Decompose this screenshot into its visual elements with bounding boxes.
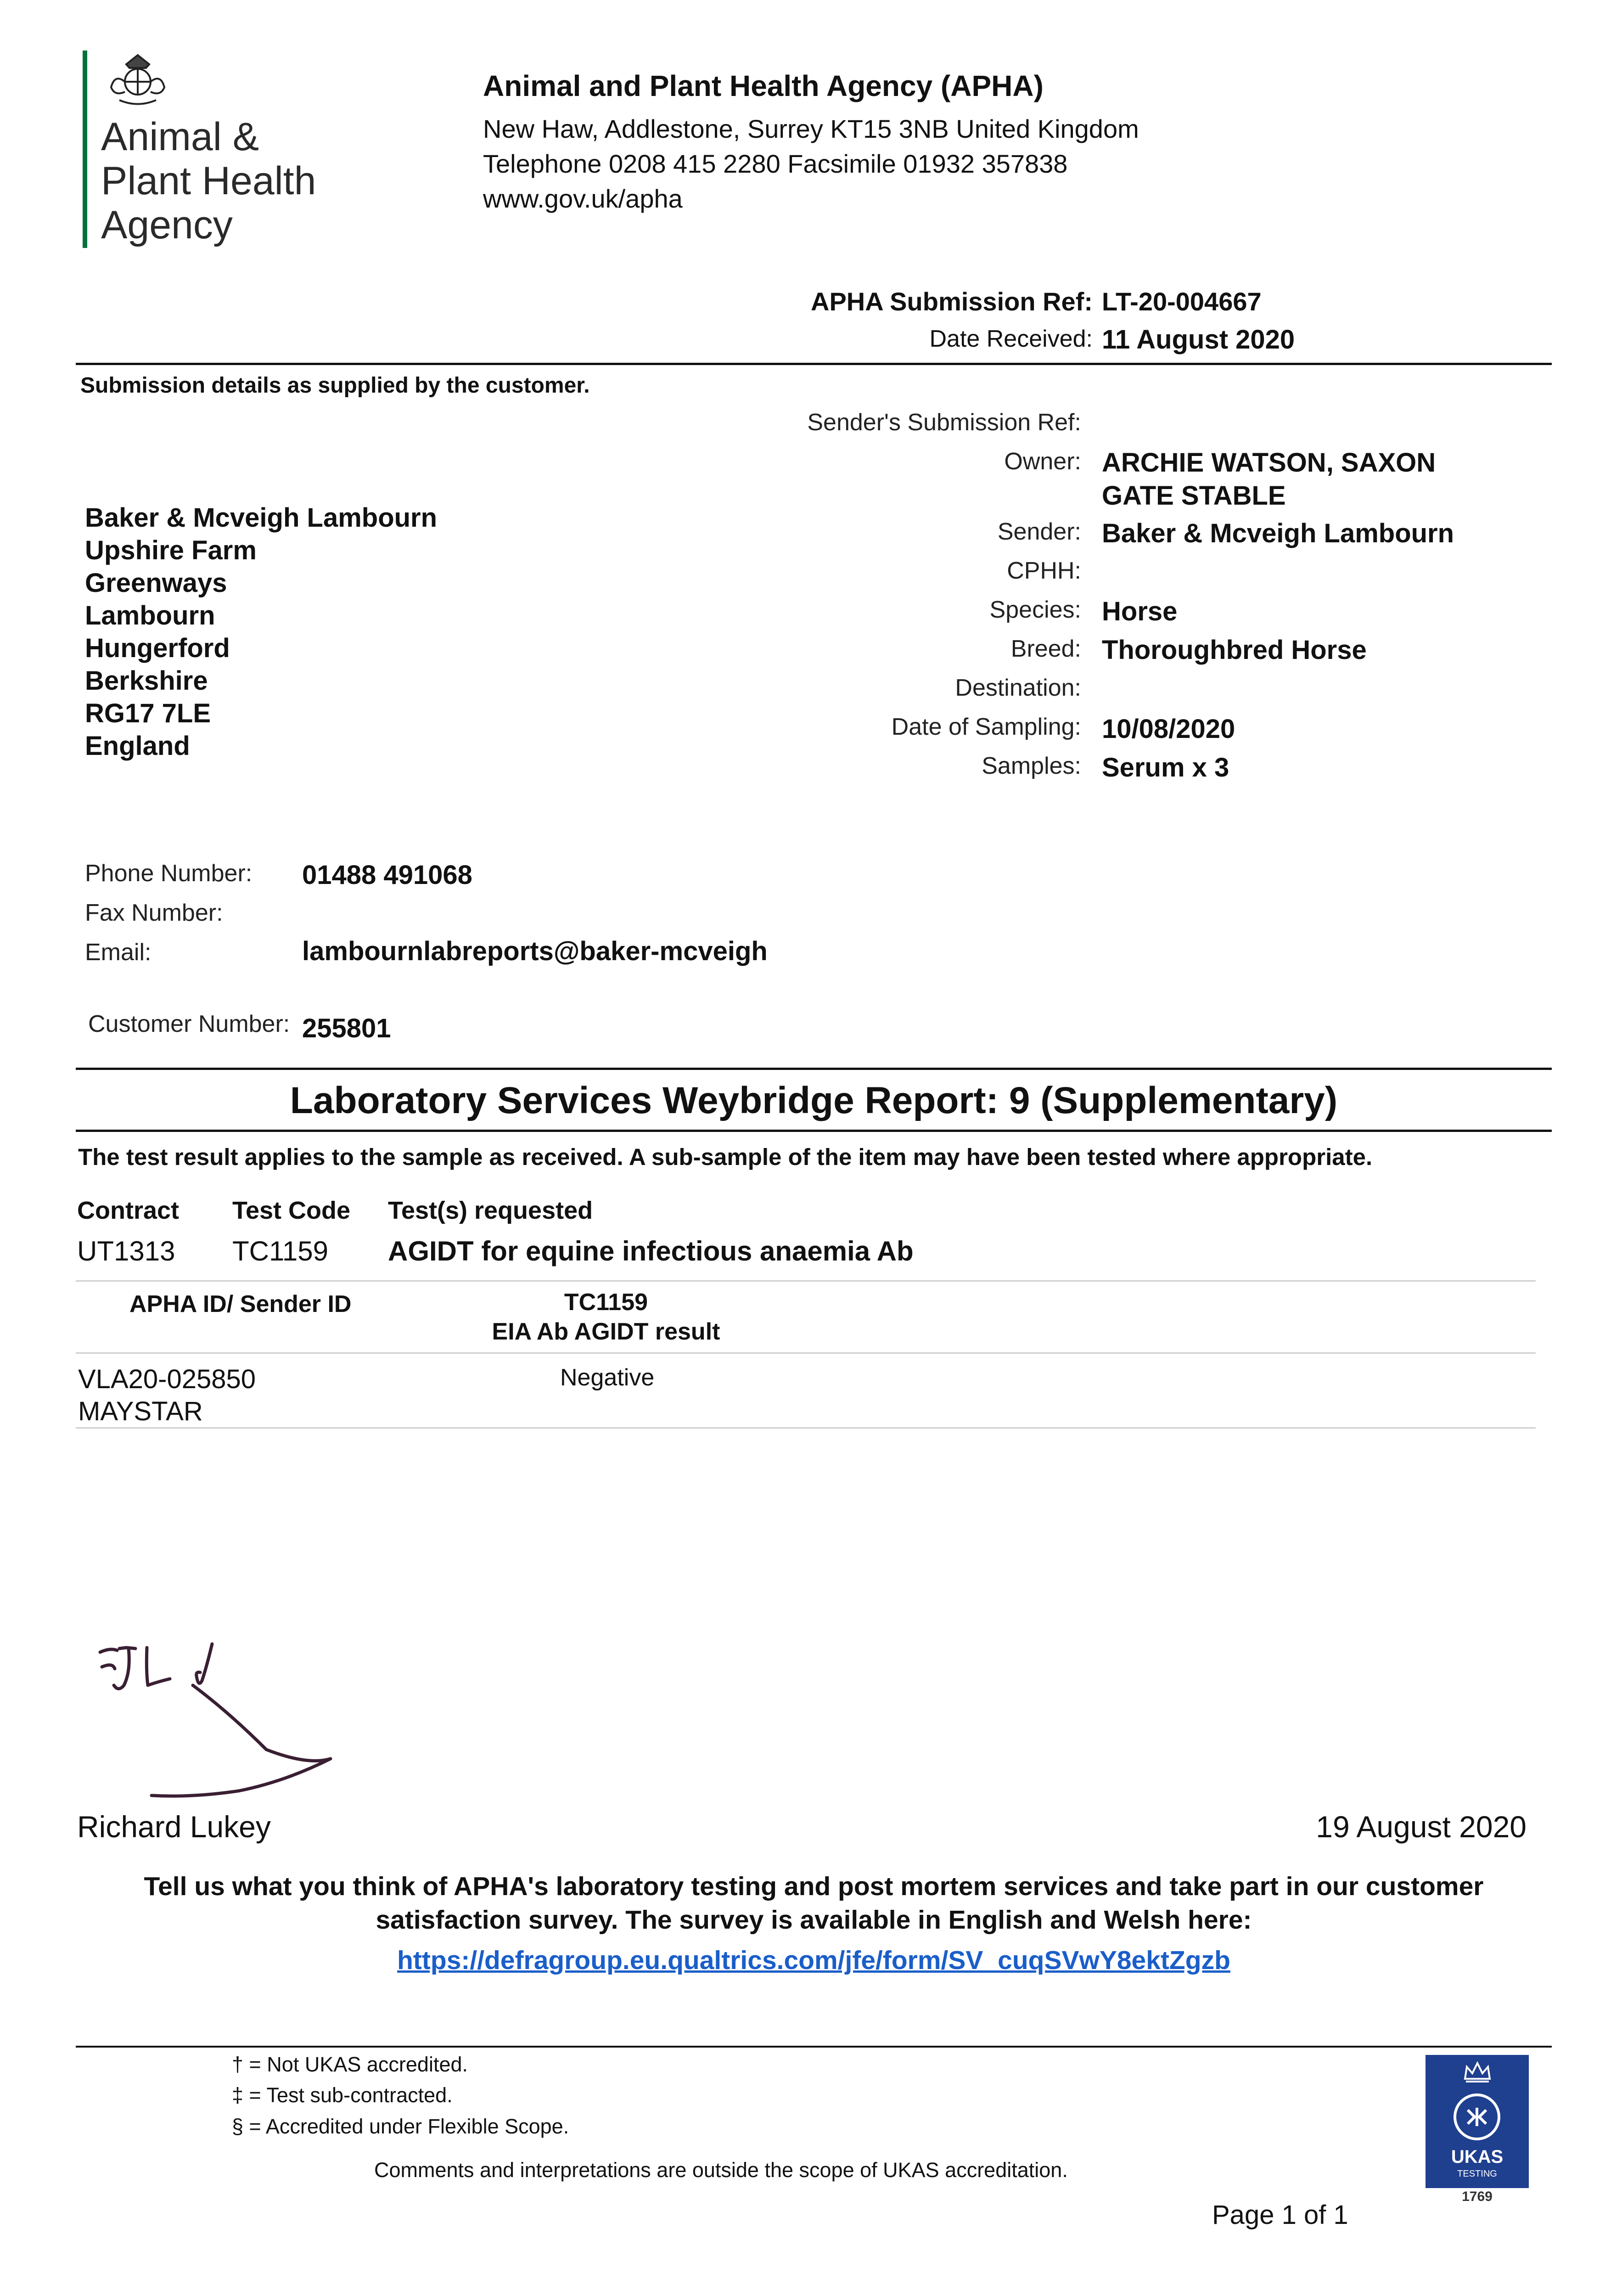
sender-label: Sender: bbox=[997, 518, 1081, 545]
divider bbox=[76, 1130, 1552, 1132]
email-label: Email: bbox=[85, 939, 152, 966]
signatory-name: Richard Lukey bbox=[77, 1810, 271, 1844]
test-code-value: TC1159 bbox=[232, 1236, 329, 1266]
apha-logo bbox=[78, 46, 335, 257]
owner-value-line-1: ARCHIE WATSON, SAXON bbox=[1102, 448, 1436, 478]
survey-line-2: satisfaction survey. The survey is available in English and Welsh here: bbox=[376, 1905, 1252, 1935]
logo-line-2: Plant Health bbox=[101, 159, 316, 203]
survey-line-1: Tell us what you think of APHA's laboratory testing and post mortem services and take part in our customer bbox=[144, 1872, 1484, 1901]
address-line: RG17 7LE bbox=[85, 698, 211, 728]
table-divider bbox=[76, 1280, 1536, 1282]
submission-ref-label: APHA Submission Ref: bbox=[811, 287, 1093, 316]
email-value: lambournlabreports@baker-mcveigh bbox=[302, 936, 768, 966]
date-received-value: 11 August 2020 bbox=[1102, 325, 1295, 355]
agency-telephone: Telephone 0208 415 2280 Facsimile 01932 357838 bbox=[483, 149, 1068, 178]
tests-requested-header: Test(s) requested bbox=[388, 1197, 593, 1224]
address-line: Berkshire bbox=[85, 666, 208, 696]
page-number: Page 1 of 1 bbox=[1212, 2200, 1348, 2230]
address-line: Greenways bbox=[85, 568, 227, 598]
species-value: Horse bbox=[1102, 597, 1178, 626]
table-divider bbox=[76, 1352, 1536, 1354]
logo-green-bar bbox=[83, 51, 87, 248]
customer-address bbox=[85, 501, 437, 762]
breed-label: Breed: bbox=[1010, 636, 1081, 662]
fax-label: Fax Number: bbox=[85, 900, 223, 926]
ukas-symbol-icon bbox=[1449, 2089, 1504, 2144]
contract-header: Contract bbox=[77, 1197, 180, 1224]
sender-ref-label: Sender's Submission Ref: bbox=[807, 409, 1081, 436]
royal-crest-icon bbox=[101, 46, 174, 110]
ukas-logo bbox=[1426, 2055, 1529, 2206]
apha-id: VLA20-025850 bbox=[78, 1364, 256, 1394]
crown-icon bbox=[1462, 2060, 1493, 2082]
address-line: Upshire Farm bbox=[85, 535, 257, 565]
phone-value: 01488 491068 bbox=[302, 860, 472, 890]
ukas-text: UKAS bbox=[1451, 2147, 1504, 2167]
report-title: Laboratory Services Weybridge Report: 9 (Supplementary) bbox=[290, 1080, 1338, 1121]
divider bbox=[76, 1068, 1552, 1070]
ukas-number: 1769 bbox=[1462, 2189, 1493, 2204]
results-col2-header-code: TC1159 bbox=[564, 1289, 648, 1316]
submission-ref-value: LT-20-004667 bbox=[1102, 287, 1262, 316]
destination-label: Destination: bbox=[955, 675, 1081, 701]
survey-link-container bbox=[76, 1945, 1552, 1975]
address-line: Baker & Mcveigh Lambourn bbox=[85, 503, 438, 533]
signatory-date: 19 August 2020 bbox=[1316, 1810, 1527, 1844]
logo-line-3: Agency bbox=[101, 203, 233, 247]
ukas-subtext: TESTING bbox=[1457, 2169, 1497, 2179]
contract-value: UT1313 bbox=[77, 1236, 175, 1266]
sampling-date-value: 10/08/2020 bbox=[1102, 714, 1235, 744]
results-col2-header-name: EIA Ab AGIDT result bbox=[492, 1318, 720, 1345]
ukas-badge bbox=[1426, 2055, 1529, 2188]
result-value: Negative bbox=[560, 1364, 655, 1391]
results-col1-header: APHA ID/ Sender ID bbox=[129, 1291, 352, 1317]
customer-number-value: 255801 bbox=[302, 1013, 391, 1043]
phone-label: Phone Number: bbox=[85, 860, 253, 887]
footnote-flexible-scope: § = Accredited under Flexible Scope. bbox=[232, 2115, 569, 2138]
samples-value: Serum x 3 bbox=[1102, 753, 1229, 782]
sampling-date-label: Date of Sampling: bbox=[891, 714, 1081, 740]
agency-name: Animal and Plant Health Agency (APHA) bbox=[483, 69, 1044, 102]
test-code-header: Test Code bbox=[232, 1197, 351, 1224]
species-label: Species: bbox=[989, 597, 1081, 623]
sender-id: MAYSTAR bbox=[78, 1396, 203, 1426]
survey-link[interactable]: https://defragroup.eu.qualtrics.com/jfe/form/SV_cuqSVwY8ektZgzb bbox=[397, 1946, 1230, 1975]
cphh-label: CPHH: bbox=[1007, 557, 1081, 584]
owner-value-line-2: GATE STABLE bbox=[1102, 481, 1286, 511]
logo-line-1: Animal & bbox=[101, 115, 259, 159]
table-divider bbox=[76, 1427, 1536, 1429]
footnote-sub-contracted: ‡ = Test sub-contracted. bbox=[232, 2083, 453, 2107]
test-requested-value: AGIDT for equine infectious anaemia Ab bbox=[388, 1236, 914, 1266]
ukas-note: Comments and interpretations are outside the scope of UKAS accreditation. bbox=[374, 2158, 1068, 2182]
agency-address: New Haw, Addlestone, Surrey KT15 3NB United Kingdom bbox=[483, 114, 1139, 143]
footnote-not-accredited: † = Not UKAS accredited. bbox=[232, 2053, 468, 2076]
sender-value: Baker & Mcveigh Lambourn bbox=[1102, 518, 1454, 548]
breed-value: Thoroughbred Horse bbox=[1102, 635, 1367, 665]
date-received-label: Date Received: bbox=[929, 326, 1093, 352]
signature-image bbox=[92, 1639, 349, 1805]
divider bbox=[76, 363, 1552, 365]
address-line: Hungerford bbox=[85, 633, 230, 663]
details-heading: Submission details as supplied by the customer. bbox=[80, 373, 590, 398]
samples-label: Samples: bbox=[982, 753, 1081, 779]
owner-label: Owner: bbox=[1004, 448, 1081, 475]
divider bbox=[76, 2046, 1552, 2048]
address-line: England bbox=[85, 731, 190, 761]
customer-number-label: Customer Number: bbox=[88, 1011, 290, 1037]
table-row bbox=[76, 1359, 1536, 1426]
address-line: Lambourn bbox=[85, 601, 215, 630]
report-disclaimer: The test result applies to the sample as received. A sub-sample of the item may have been tested where appropriate. bbox=[78, 1144, 1373, 1170]
agency-website: www.gov.uk/apha bbox=[483, 184, 683, 213]
